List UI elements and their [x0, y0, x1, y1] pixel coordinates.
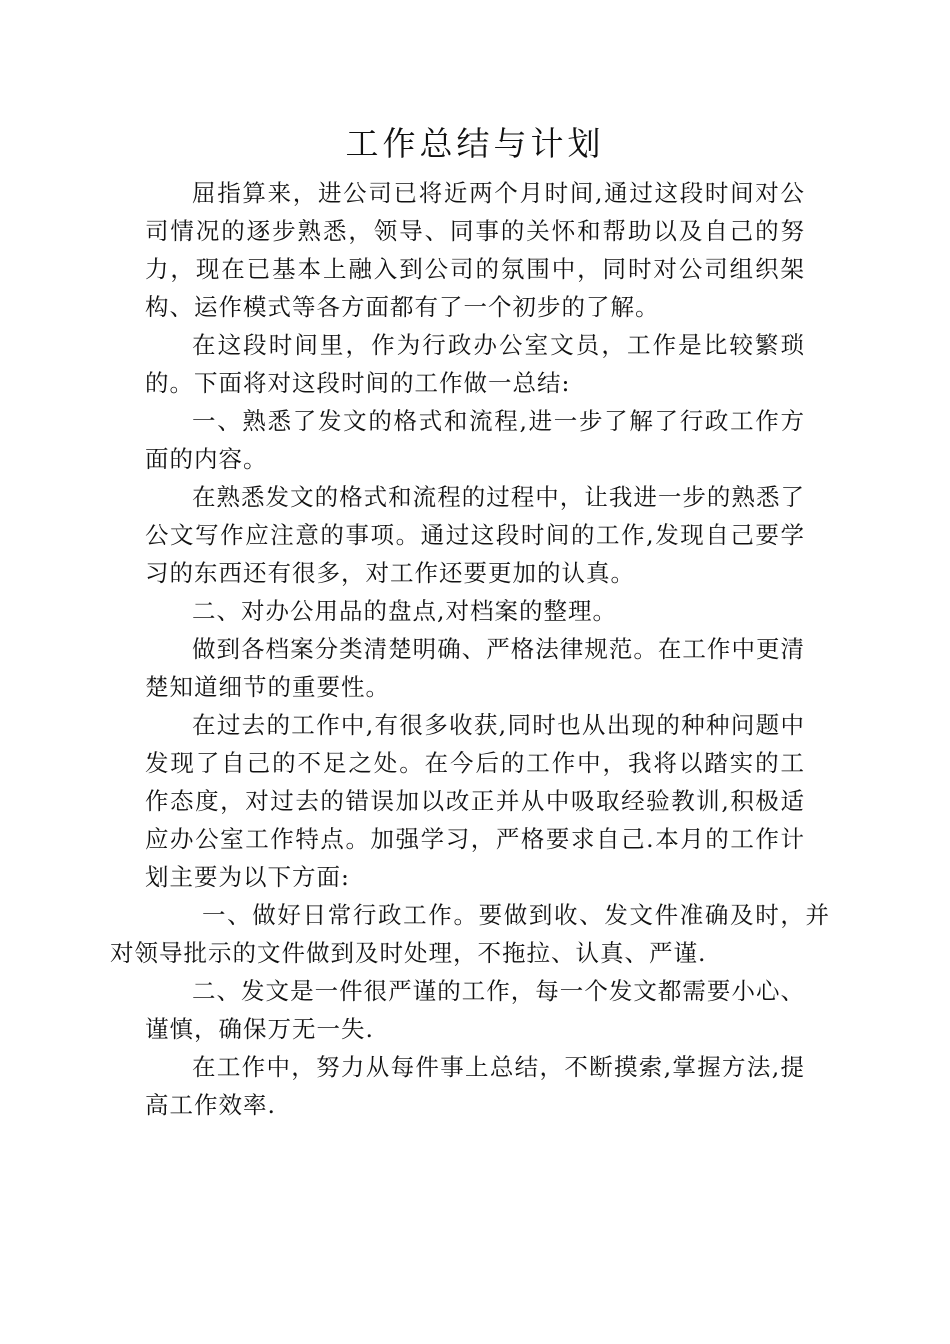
- paragraph-reflection: 在过去的工作中,有很多收获,同时也从出现的种种问题中发现了自己的不足之处。在今后的工作中，我将以踏实的工作态度，对过去的错误加以改正并从中吸取经验教训,积极适应办公室工作特点。加强学习，严格要求自己.本月的工作计划主要为以下方面:: [145, 711, 805, 891]
- paragraph-item-2-body: 做到各档案分类清楚明确、严格法律规范。在工作中更清楚知道细节的重要性。: [145, 635, 805, 701]
- paragraph-role: 在这段时间里，作为行政办公室文员，工作是比较繁琐的。下面将对这段时间的工作做一总结:: [145, 331, 805, 397]
- paragraph-intro: 屈指算来，进公司已将近两个月时间,通过这段时间对公司情况的逐步熟悉，领导、同事的关怀和帮助以及自己的努力，现在已基本上融入到公司的氛围中，同时对公司组织架构、运作模式等各方面都有了一个初步的了解。: [145, 179, 805, 321]
- paragraph-item-1-heading: 一、熟悉了发文的格式和流程,进一步了解了行政工作方面的内容。: [145, 407, 805, 473]
- paragraph-item-1-body: 在熟悉发文的格式和流程的过程中，让我进一步的熟悉了公文写作应注意的事项。通过这段时间的工作,发现自己要学习的东西还有很多，对工作还要更加的认真。: [145, 483, 805, 587]
- paragraph-plan-2: 二、发文是一件很严谨的工作，每一个发文都需要小心、谨慎，确保万无一失.: [145, 977, 805, 1043]
- paragraph-item-2-heading: 二、对办公用品的盘点,对档案的整理。: [192, 597, 617, 625]
- paragraph-plan-1: 一、做好日常行政工作。要做到收、发文件准确及时，并对领导批示的文件做到及时处理，不拖拉、认真、严谨.: [110, 901, 830, 967]
- paragraph-closing: 在工作中，努力从每件事上总结，不断摸索,掌握方法,提高工作效率.: [145, 1053, 805, 1119]
- document-title: 工作总结与计划: [345, 124, 605, 163]
